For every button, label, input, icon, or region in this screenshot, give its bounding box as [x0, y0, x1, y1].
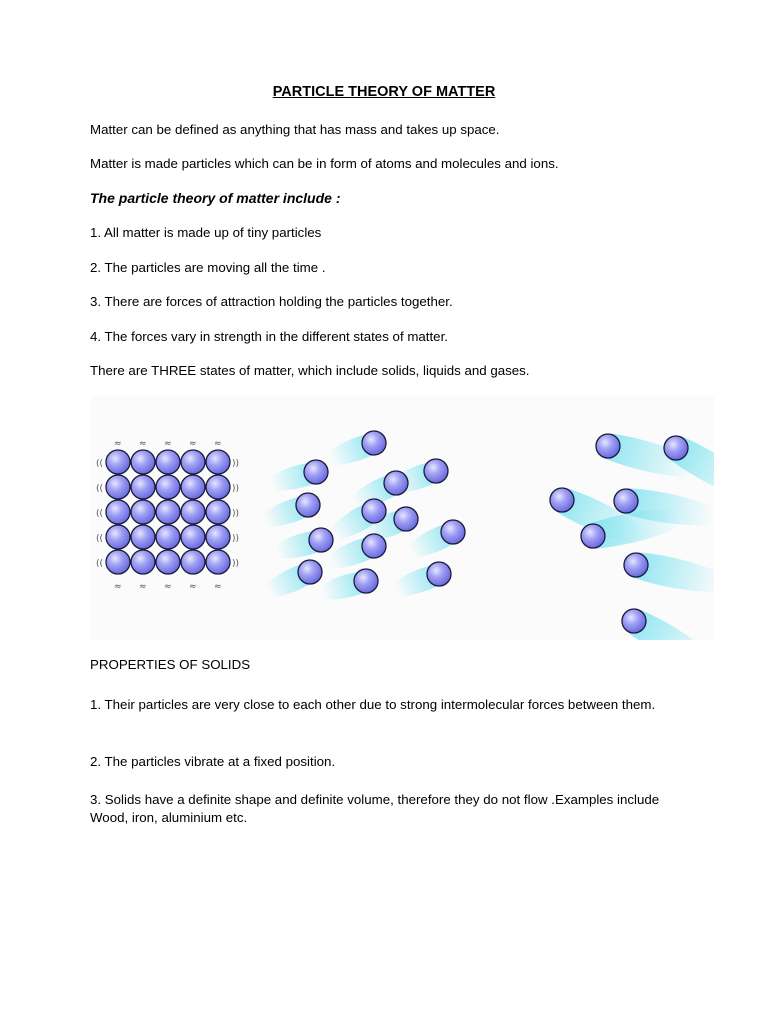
liquid-particle [427, 562, 451, 586]
liquid-particle [309, 528, 333, 552]
solid-particle [156, 500, 180, 524]
gas-particle [550, 488, 574, 512]
vibration-mark: ≈ [214, 582, 222, 592]
gas-particles [550, 432, 714, 640]
vibration-mark: (( [96, 459, 104, 469]
solid-particle [181, 525, 205, 549]
vibration-mark: ≈ [164, 582, 172, 592]
liquid-particle [354, 569, 378, 593]
solids-heading: PROPERTIES OF SOLIDS [90, 657, 251, 672]
solid-particle [156, 475, 180, 499]
solid-particle [106, 450, 130, 474]
gas-particle [614, 489, 638, 513]
theory-point-4: 4. The forces vary in strength in the different states of matter. [90, 329, 448, 344]
liquid-particle [441, 520, 465, 544]
gas-particle [664, 436, 688, 460]
solid-particle [131, 450, 155, 474]
solid-particle [206, 475, 230, 499]
liquid-particle [362, 499, 386, 523]
solids-point-3: 3. Solids have a definite shape and definite volume, therefore they do not flow .Examples include Wood, iron, aluminium etc. [90, 792, 660, 825]
solid-particle [181, 475, 205, 499]
solid-particle [131, 525, 155, 549]
solid-particle [206, 525, 230, 549]
vibration-mark: ≈ [189, 582, 197, 592]
solid-particle [106, 500, 130, 524]
solids-point-2: 2. The particles vibrate at a fixed position. [90, 754, 336, 769]
solid-particle [106, 525, 130, 549]
vibration-mark: )) [232, 534, 240, 544]
vibration-mark: (( [96, 509, 104, 519]
solid-particle [156, 450, 180, 474]
solid-particle [206, 450, 230, 474]
vibration-mark: )) [232, 509, 240, 519]
liquid-particle [298, 560, 322, 584]
states-of-matter-svg [90, 396, 714, 640]
vibration-mark: (( [96, 559, 104, 569]
liquid-particles [261, 431, 465, 604]
solid-particle [106, 475, 130, 499]
vibration-mark: (( [96, 484, 104, 494]
solid-particle [181, 550, 205, 574]
liquid-particle [304, 460, 328, 484]
states-paragraph: There are THREE states of matter, which include solids, liquids and gases. [90, 363, 530, 378]
gas-particle [624, 553, 648, 577]
gas-particle [596, 434, 620, 458]
vibration-mark: )) [232, 559, 240, 569]
gas-particle [622, 609, 646, 633]
vibration-mark: ≈ [139, 439, 147, 449]
solid-particle [181, 500, 205, 524]
solid-particle [131, 550, 155, 574]
solid-particle [131, 475, 155, 499]
intro-paragraph-1: Matter can be defined as anything that has mass and takes up space. [90, 122, 500, 137]
solid-particle [131, 500, 155, 524]
states-of-matter-illustration [90, 396, 714, 640]
liquid-particle [362, 431, 386, 455]
liquid-particle [394, 507, 418, 531]
solid-particle [206, 550, 230, 574]
liquid-particle [384, 471, 408, 495]
vibration-mark: ≈ [139, 582, 147, 592]
theory-point-3: 3. There are forces of attraction holding the particles together. [90, 294, 453, 309]
vibration-mark: ≈ [114, 582, 122, 592]
solid-particle [181, 450, 205, 474]
theory-point-2: 2. The particles are moving all the time . [90, 260, 326, 275]
vibration-mark: )) [232, 484, 240, 494]
theory-point-1: 1. All matter is made up of tiny particles [90, 225, 322, 240]
solid-particle [106, 550, 130, 574]
solid-particle [156, 550, 180, 574]
vibration-mark: ≈ [189, 439, 197, 449]
vibration-mark: ≈ [164, 439, 172, 449]
intro-paragraph-2: Matter is made particles which can be in form of atoms and molecules and ions. [90, 156, 559, 171]
theory-heading: The particle theory of matter include : [90, 190, 341, 206]
solids-point-1: 1. Their particles are very close to each other due to strong intermolecular forces between them. [90, 697, 656, 712]
page-title: PARTICLE THEORY OF MATTER [272, 84, 496, 100]
gas-particle [581, 524, 605, 548]
solid-particle [156, 525, 180, 549]
solid-particle [206, 500, 230, 524]
liquid-particle [296, 493, 320, 517]
vibration-mark: ≈ [214, 439, 222, 449]
vibration-mark: ≈ [114, 439, 122, 449]
liquid-particle [424, 459, 448, 483]
vibration-mark: (( [96, 534, 104, 544]
vibration-mark: )) [232, 459, 240, 469]
liquid-particle [362, 534, 386, 558]
solid-particles [96, 439, 239, 592]
